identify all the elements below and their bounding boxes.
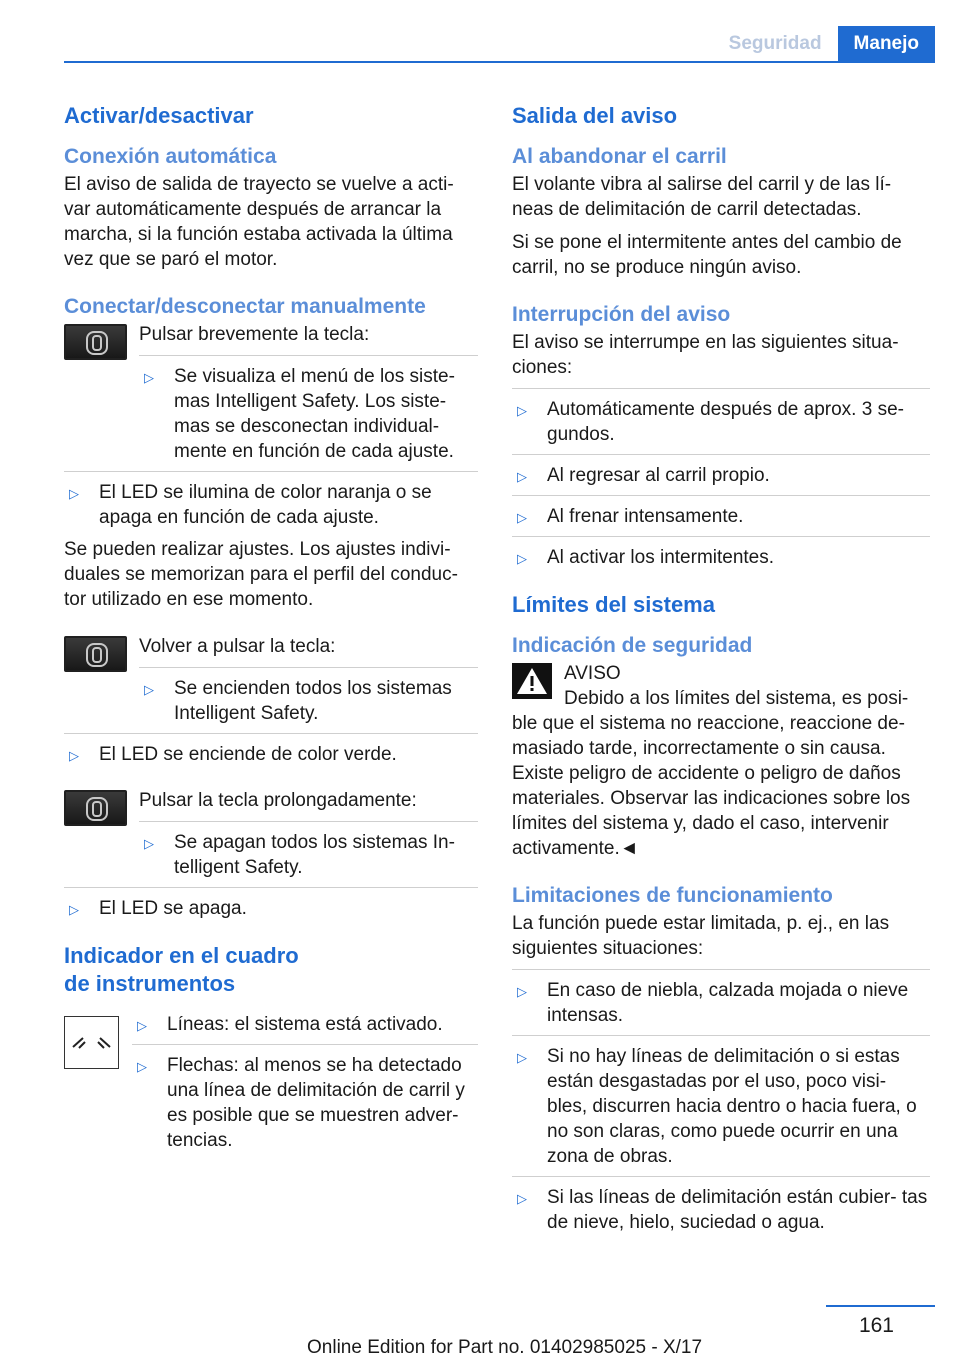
edition-note: Online Edition for Part no. 01402985025 - X/17 [307, 1337, 703, 1358]
list-item: ▷ Flechas: al menos se ha detectado una línea de delimitación de carril y es posible que se muestren adver‐ tencias. [132, 1053, 478, 1153]
page-number: 161 [858, 1314, 894, 1337]
bullet-triangle-icon: ▷ [69, 902, 79, 917]
safety-button-icon [64, 324, 127, 360]
bullet-triangle-icon: ▷ [517, 510, 527, 525]
safety-button-icon [64, 790, 127, 826]
list-item: ▷ Al activar los intermitentes. [512, 545, 930, 570]
list-item: ▷ Si las líneas de delimitación están cubier‐ tas de nieve, hielo, suciedad o agua. [512, 1185, 930, 1235]
instruction-press-long: Pulsar la tecla prolongadamente: [139, 790, 417, 811]
bullet-triangle-icon: ▷ [517, 1191, 527, 1206]
indicator-block [64, 1012, 478, 1153]
warning-block [512, 661, 930, 711]
bullet-triangle-icon: ▷ [517, 984, 527, 999]
paragraph-limitaciones: La función puede estar limitada, p. ej., en las siguientes situaciones: [512, 913, 890, 959]
list-item: ▷ El LED se apaga. [64, 896, 478, 921]
header-tabs [713, 26, 935, 62]
list-item: ▷ Si no hay líneas de delimitación o si estas están desgastadas por el uso, poco visi‐ bles, discurren hacia dentro o hacia fuera, o no son claras, como puede ocurrir en una zona de obras. [512, 1044, 930, 1169]
list-item: ▷ En caso de niebla, calzada mojada o nieve intensas. [512, 978, 930, 1028]
bullet-triangle-icon: ▷ [517, 469, 527, 484]
list-item: ▷ El LED se ilumina de color naranja o se apaga en función de cada ajuste. [64, 480, 478, 530]
bullet-triangle-icon: ▷ [69, 748, 79, 763]
list-item: ▷ Se visualiza el menú de los siste‐ mas Intelligent Safety. Los siste‐ mas se desconectan individual‐ mente en función de cada ajuste. [139, 364, 478, 464]
list-item: ▷ Líneas: el sistema está activado. [132, 1012, 478, 1037]
warning-title: AVISO [564, 663, 621, 684]
bullet-triangle-icon: ▷ [144, 836, 154, 851]
heading-activar: Activar/desactivar [64, 103, 254, 128]
tab-seguridad[interactable]: Seguridad [728, 33, 822, 54]
heading-limites: Límites del sistema [512, 592, 715, 617]
right-column [512, 102, 930, 1242]
press-short-block [64, 322, 478, 464]
safety-button-icon [64, 636, 127, 672]
header-rule [64, 61, 935, 63]
bullet-triangle-icon: ▷ [144, 682, 154, 697]
heading-manual: Conectar/desconectar manualmente [64, 295, 426, 318]
bullet-triangle-icon: ▷ [517, 403, 527, 418]
list-item: ▷ Al regresar al carril propio. [512, 463, 930, 488]
list-item: ▷ Al frenar intensamente. [512, 504, 930, 529]
warning-triangle-icon [512, 663, 552, 699]
list-item: ▷ Se encienden todos los sistemas Intelligent Safety. [139, 676, 478, 726]
warning-text: ble que el sistema no reaccione, reaccione de‐ masiado tarde, incorrectamente o sin causa. Existe peligro de accidente o peligro de daños materiales. Observar las indicaciones sobre los límites del sistema y, dado el caso, intervenir activamente.◄ [512, 713, 911, 859]
paragraph-vibra: El volante vibra al salirse del carril y de las lí‐ neas de delimitación de carril detectadas. [512, 174, 892, 220]
list-item: ▷ Se apagan todos los sistemas In‐ telligent Safety. [139, 830, 478, 880]
instruction-press-again: Volver a pulsar la tecla: [139, 636, 336, 657]
heading-limitaciones: Limitaciones de funcionamiento [512, 884, 833, 907]
bullet-triangle-icon: ▷ [137, 1059, 147, 1074]
paragraph-auto: El aviso de salida de trayecto se vuelve a acti‐ var automáticamente después de arrancar la marcha, si la función estaba activada la última vez que se paró el motor. [64, 174, 454, 270]
paragraph-settings: Se pueden realizar ajustes. Los ajustes indivi‐ duales se memorizan para el perfil del conduc‐ tor utilizado en ese momento. [64, 539, 458, 610]
lane-departure-indicator-icon [64, 1016, 119, 1069]
bullet-triangle-icon: ▷ [137, 1018, 147, 1033]
bullet-triangle-icon: ▷ [144, 370, 154, 385]
heading-salida-aviso: Salida del aviso [512, 103, 678, 128]
bullet-triangle-icon: ▷ [517, 551, 527, 566]
heading-interrupcion: Interrupción del aviso [512, 303, 731, 326]
footer-rule [826, 1305, 935, 1307]
heading-abandonar-carril: Al abandonar el carril [512, 145, 727, 168]
list-item: ▷ Automáticamente después de aprox. 3 se‐ gundos. [512, 397, 930, 447]
paragraph-intermitente: Si se pone el intermitente antes del cambio de carril, no se produce ningún aviso. [512, 232, 902, 278]
press-long-block [64, 788, 478, 880]
paragraph-interrupcion: El aviso se interrumpe en las siguientes situa‐ ciones: [512, 332, 899, 378]
instruction-press-short: Pulsar brevemente la tecla: [139, 324, 370, 345]
bullet-triangle-icon: ▷ [517, 1050, 527, 1065]
tab-manejo[interactable]: Manejo [838, 26, 935, 62]
list-item: ▷ El LED se enciende de color verde. [64, 742, 478, 767]
heading-indicador: Indicador en el cuadro de instrumentos [64, 943, 299, 996]
heading-indicacion-seguridad: Indicación de seguridad [512, 634, 753, 657]
bullet-triangle-icon: ▷ [69, 486, 79, 501]
warning-text-first-line: Debido a los límites del sistema, es posi‐ [564, 688, 909, 709]
left-column [64, 102, 478, 1160]
press-again-block [64, 634, 478, 726]
heading-conexion-automatica: Conexión automática [64, 145, 277, 168]
